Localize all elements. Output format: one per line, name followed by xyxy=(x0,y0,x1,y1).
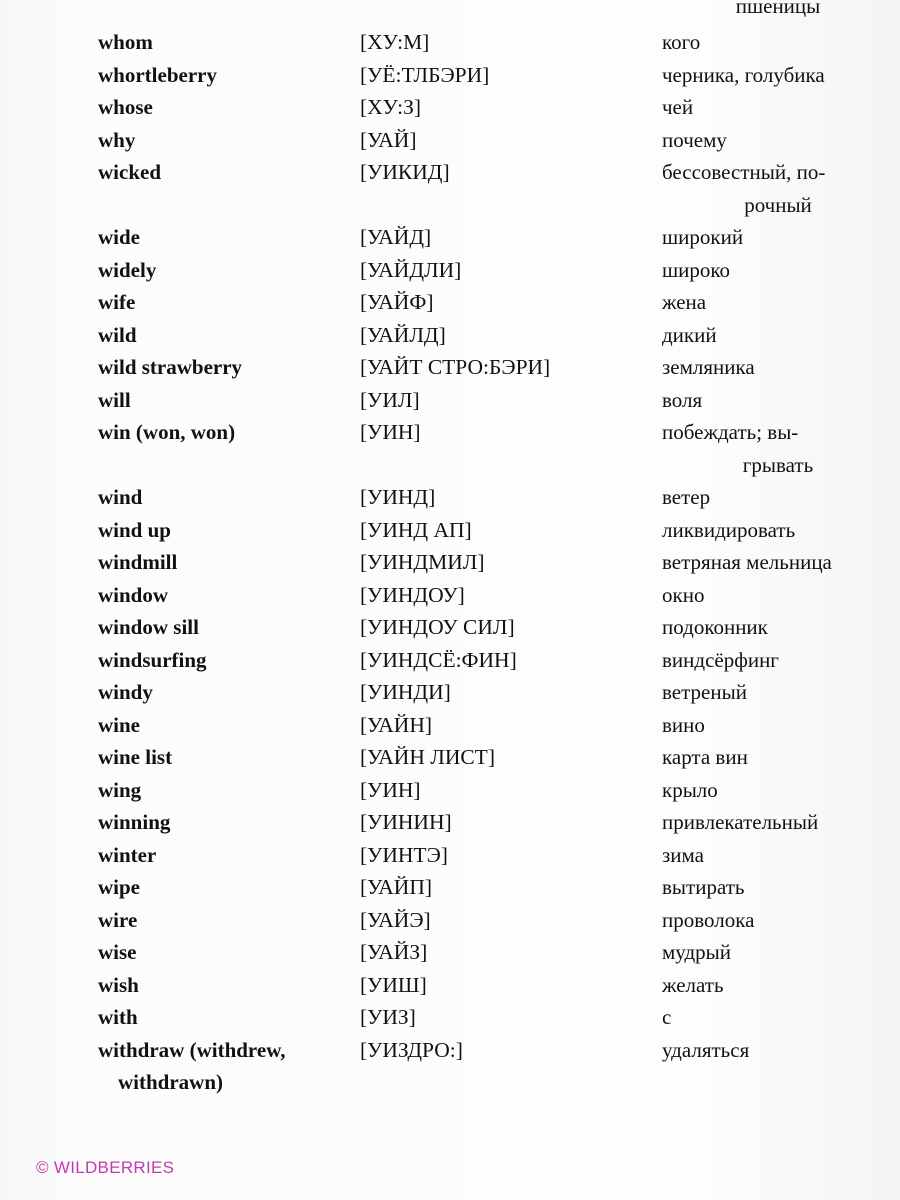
entry-translation: подоконник xyxy=(662,615,768,639)
entry-pronunciation: [УИН] xyxy=(360,777,421,802)
entry-pronunciation: [УИНДОУ] xyxy=(360,582,465,607)
entry-translation: вытирать xyxy=(662,875,745,899)
entry-pronunciation: [УАЙЭ] xyxy=(360,907,431,932)
entry-translation: привлекательный xyxy=(662,810,819,834)
entry-translation: ветер xyxy=(662,485,711,509)
entry-translation: вино xyxy=(662,712,705,737)
entry-translation: земляника xyxy=(662,355,755,379)
entry-translation: воля xyxy=(662,387,703,412)
dictionary-entry xyxy=(0,741,900,773)
entry-translation: почему xyxy=(662,127,727,152)
entry-word: wing xyxy=(98,777,142,802)
dictionary-entry xyxy=(0,514,900,546)
dictionary-entry xyxy=(0,1001,900,1033)
entry-word: whose xyxy=(98,95,153,119)
entry-word: whortleberry xyxy=(98,62,217,87)
entry-translation: бессовестный, по- xyxy=(662,160,826,184)
entry-translation: кого xyxy=(662,30,701,54)
dictionary-entry xyxy=(0,1034,900,1066)
entry-word: windy xyxy=(98,680,153,704)
dictionary-entry xyxy=(0,871,900,903)
entry-translation: крыло xyxy=(662,777,718,802)
entry-pronunciation: [УИНДОУ СИЛ] xyxy=(360,615,515,639)
dictionary-entry xyxy=(0,806,900,838)
entry-pronunciation: [УАЙТ СТРО:БЭРИ] xyxy=(360,355,551,379)
entry-pronunciation: [УАЙЗ] xyxy=(360,940,428,964)
entry-pronunciation: [УИЛ] xyxy=(360,387,420,412)
entry-pronunciation: [УИКИД] xyxy=(360,160,450,184)
entry-word: window sill xyxy=(98,615,199,639)
entry-pronunciation: [УЁ:ТЛБЭРИ] xyxy=(360,62,490,87)
entry-word: window xyxy=(98,582,169,607)
entry-pronunciation: [УАЙЛД] xyxy=(360,322,446,347)
dictionary-entry xyxy=(0,839,900,871)
dictionary-entry xyxy=(0,319,900,351)
entry-translation: широко xyxy=(662,257,731,282)
entry-pronunciation: [УАЙ] xyxy=(360,127,417,152)
entry-word: winning xyxy=(98,810,171,834)
entry-translation: побеждать; вы- xyxy=(662,420,799,444)
entry-translation: мудрый xyxy=(662,940,731,964)
entry-word: wise xyxy=(98,940,137,964)
dictionary-entry xyxy=(0,709,900,741)
entry-translation: ветряная мельница xyxy=(662,550,832,574)
entry-word: wind xyxy=(98,485,143,509)
entry-word: withdraw (withdrew, xyxy=(98,1037,286,1062)
entry-pronunciation: [УИНДИ] xyxy=(360,680,451,704)
entry-pronunciation: [УАЙН ЛИСТ] xyxy=(360,745,495,769)
dictionary-entry xyxy=(0,221,900,253)
entry-pronunciation: [УАЙД] xyxy=(360,225,432,249)
entry-translation: с xyxy=(662,1005,672,1029)
entry-pronunciation: [УИН] xyxy=(360,420,421,444)
dictionary-entry xyxy=(0,774,900,806)
dictionary-entry xyxy=(0,91,900,123)
entry-word: wife xyxy=(98,290,136,314)
entry-pronunciation: [УИНДМИЛ] xyxy=(360,550,485,574)
entry-word: windsurfing xyxy=(98,647,207,672)
dictionary-entry xyxy=(0,156,900,188)
entry-pronunciation: [УИЗДРО:] xyxy=(360,1037,463,1062)
entry-word: with xyxy=(98,1005,138,1029)
entry-pronunciation: [УИНД АП] xyxy=(360,517,472,542)
entry-pronunciation: [УИНД] xyxy=(360,485,436,509)
entry-word: wicked xyxy=(98,160,161,184)
entry-translation: удаляться xyxy=(662,1037,750,1062)
entry-word: whom xyxy=(98,30,153,54)
dictionary-entry xyxy=(0,611,900,643)
entry-translation: черника, голубика xyxy=(662,62,825,87)
entry-word: wine xyxy=(98,712,140,737)
dictionary-entry xyxy=(0,124,900,156)
dictionary-entry xyxy=(0,904,900,936)
entry-word: wish xyxy=(98,972,139,997)
entry-word: windmill xyxy=(98,550,178,574)
entry-pronunciation: [ХУ:З] xyxy=(360,95,421,119)
entry-translation: чей xyxy=(662,95,694,119)
entry-translation: виндсёрфинг xyxy=(662,647,779,672)
dictionary-entry xyxy=(0,416,900,448)
dictionary-entry xyxy=(0,969,900,1001)
dictionary-entry xyxy=(0,26,900,58)
dictionary-entry xyxy=(0,59,900,91)
dictionary-entry xyxy=(0,286,900,318)
entry-word: wild strawberry xyxy=(98,355,243,379)
entry-pronunciation: [УАЙДЛИ] xyxy=(360,257,462,282)
entry-pronunciation: [УИШ] xyxy=(360,972,427,997)
wildberries-watermark: © WILDBERRIES xyxy=(36,1158,175,1177)
dictionary-entry xyxy=(0,936,900,968)
dictionary-entry xyxy=(0,351,900,383)
entry-word: wine list xyxy=(98,745,173,769)
dictionary-entry xyxy=(0,481,900,513)
entry-word: widely xyxy=(98,257,157,282)
entry-translation: жена xyxy=(662,290,707,314)
entry-translation: окно xyxy=(662,582,705,607)
entry-translation-continuation: грывать xyxy=(742,452,814,477)
entry-word: wide xyxy=(98,225,140,249)
dictionary-entry xyxy=(0,254,900,286)
dictionary-entry xyxy=(0,546,900,578)
entry-word: win (won, won) xyxy=(98,420,236,444)
entry-pronunciation: [УИНДСЁ:ФИН] xyxy=(360,647,517,672)
dictionary-entry xyxy=(0,644,900,676)
entry-word: wipe xyxy=(98,875,140,899)
entry-pronunciation: [УАЙН] xyxy=(360,712,433,737)
entry-translation: ветреный xyxy=(662,680,747,704)
entry-translation: ликвидировать xyxy=(662,517,796,542)
entry-word: will xyxy=(98,387,131,412)
dictionary-entry xyxy=(0,579,900,611)
entry-word: why xyxy=(98,127,136,152)
entry-translation: желать xyxy=(662,972,724,997)
entry-translation: широкий xyxy=(662,225,744,249)
previous-entry-fragment: пшеницы xyxy=(735,0,821,18)
entry-translation: карта вин xyxy=(662,745,748,769)
entry-translation: проволока xyxy=(662,907,755,932)
entry-translation: дикий xyxy=(662,322,717,347)
entry-word: wild xyxy=(98,322,137,347)
entry-word: wind up xyxy=(98,517,171,542)
entry-word-continuation: withdrawn) xyxy=(118,1070,224,1094)
entry-pronunciation: [УИНИН] xyxy=(360,810,452,834)
entry-pronunciation: [УАЙФ] xyxy=(360,290,434,314)
entry-pronunciation: [УИЗ] xyxy=(360,1005,416,1029)
dictionary-entry xyxy=(0,384,900,416)
entry-word: wire xyxy=(98,907,138,932)
entry-translation: зима xyxy=(662,842,704,867)
entry-pronunciation: [ХУ:М] xyxy=(360,30,430,54)
entry-pronunciation: [УИНТЭ] xyxy=(360,842,448,867)
entry-word: winter xyxy=(98,842,157,867)
dictionary-entry xyxy=(0,676,900,708)
entry-pronunciation: [УАЙП] xyxy=(360,875,433,899)
entry-translation-continuation: рочный xyxy=(744,192,812,217)
